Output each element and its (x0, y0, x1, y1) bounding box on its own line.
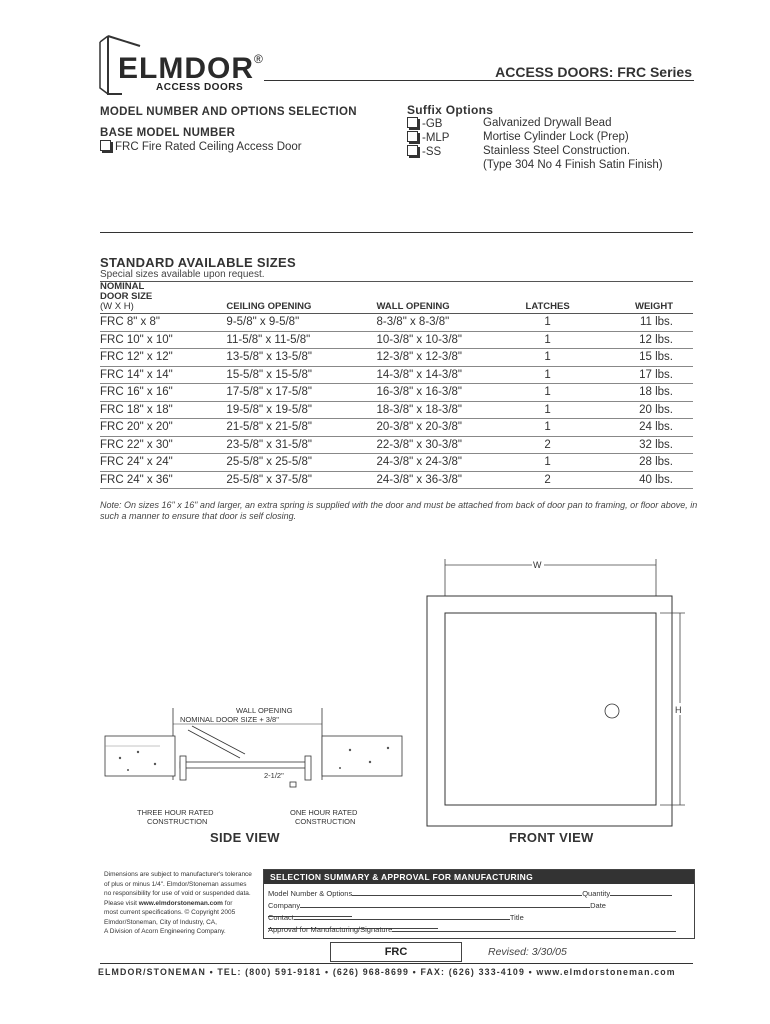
cell-nominal: FRC 8" x 8" (100, 314, 226, 332)
cell-ceiling: 19-5/8" x 19-5/8" (226, 401, 376, 419)
cell-wall: 20-3/8" x 20-3/8" (376, 419, 508, 437)
cell-weight: 18 lbs. (587, 384, 693, 402)
footer-contact: ELMDOR/STONEMAN • TEL: (800) 591-9181 • (626) 968-8699 • FAX: (626) 333-4109 • www.elmdorstoneman.com (98, 967, 676, 977)
suffix-desc: Mortise Cylinder Lock (Prep) (483, 131, 629, 143)
cell-nominal: FRC 16" x 16" (100, 384, 226, 402)
cell-latches: 2 (509, 436, 587, 454)
checkbox-icon[interactable] (407, 117, 418, 128)
selection-heading: SELECTION SUMMARY & APPROVAL FOR MANUFACTURING (264, 870, 694, 884)
cell-ceiling: 23-5/8" x 31-5/8" (226, 436, 376, 454)
suffix-option-ss[interactable] (407, 145, 441, 158)
side-view-drawing (100, 700, 410, 830)
cell-latches: 2 (509, 471, 587, 489)
checkbox-icon[interactable] (407, 145, 418, 156)
table-row (100, 419, 693, 437)
cell-wall: 14-3/8" x 14-3/8" (376, 366, 508, 384)
cell-latches: 1 (509, 314, 587, 332)
logo-name: ELMDOR (118, 52, 254, 85)
sizes-note: Note: On sizes 16" x 16" and larger, an extra spring is supplied with the door and must be attached from back of door pan to framing, or floor above, in such a manner to ensure that door is self closing. (100, 500, 698, 521)
suffix-code: -GB (422, 118, 443, 130)
col-weight: WEIGHT (587, 282, 693, 314)
table-row (100, 471, 693, 489)
cell-weight: 12 lbs. (587, 331, 693, 349)
cell-ceiling: 13-5/8" x 13-5/8" (226, 349, 376, 367)
header-divider (264, 80, 694, 81)
three-hour-label-1: THREE HOUR RATED (137, 808, 214, 817)
lock-icon (605, 704, 619, 718)
suffix-option-gb[interactable] (407, 117, 442, 130)
model-heading: MODEL NUMBER AND OPTIONS SELECTION (100, 106, 357, 118)
cell-latches: 1 (509, 384, 587, 402)
cell-wall: 18-3/8" x 18-3/8" (376, 401, 508, 419)
col-nominal: NOMINAL DOOR SIZE (W X H) (100, 282, 226, 314)
cell-latches: 1 (509, 401, 587, 419)
table-row (100, 384, 693, 402)
cell-latches: 1 (509, 454, 587, 472)
cell-weight: 15 lbs. (587, 349, 693, 367)
cell-nominal: FRC 24" x 36" (100, 471, 226, 489)
base-model-label: FRC Fire Rated Ceiling Access Door (115, 141, 302, 153)
cell-latches: 1 (509, 419, 587, 437)
front-view-drawing (420, 555, 690, 830)
table-row (100, 314, 693, 332)
cell-ceiling: 25-5/8" x 37-5/8" (226, 471, 376, 489)
col-latches: LATCHES (509, 282, 587, 314)
cell-latches: 1 (509, 331, 587, 349)
dimension-label: 2-1/2" (264, 771, 284, 780)
approval-field[interactable]: Approval for Manufacturing/Signature (268, 925, 688, 934)
cell-weight: 40 lbs. (587, 471, 693, 489)
cell-nominal: FRC 24" x 24" (100, 454, 226, 472)
selection-summary (263, 869, 695, 939)
company-field[interactable]: Company Date (268, 901, 688, 919)
cell-wall: 24-3/8" x 36-3/8" (376, 471, 508, 489)
width-label: W (533, 560, 542, 570)
cell-nominal: FRC 18" x 18" (100, 401, 226, 419)
suffix-option-mlp[interactable] (407, 131, 449, 144)
side-view-label: SIDE VIEW (210, 830, 280, 845)
checkbox-icon[interactable] (100, 140, 111, 151)
model-code-box: FRC (330, 942, 462, 962)
section-divider (100, 232, 693, 233)
cell-weight: 24 lbs. (587, 419, 693, 437)
col-wall: WALL OPENING (376, 282, 508, 314)
cell-wall: 24-3/8" x 24-3/8" (376, 454, 508, 472)
model-options-field[interactable]: Model Number & Options Quantity (268, 889, 688, 898)
logo-subtitle: ACCESS DOORS (156, 82, 244, 93)
footer-divider (100, 963, 693, 964)
front-view-label: FRONT VIEW (509, 830, 594, 845)
cell-wall: 12-3/8" x 12-3/8" (376, 349, 508, 367)
disclaimer: Dimensions are subject to manufacturer's tolerance of plus or minus 1/4". Elmdor/Stoneman assumes no responsibility for use of void or suspended data. Please visit www.elmdorstoneman.com for most current specifications. © Copyright 2005 Elmdor/Stoneman, City of Industry, CA, A Division of Acorn Engineering Company. (104, 871, 252, 935)
suffix-code: -MLP (422, 132, 450, 144)
base-model-option[interactable] (100, 140, 302, 153)
cell-ceiling: 9-5/8" x 9-5/8" (226, 314, 376, 332)
cell-latches: 1 (509, 349, 587, 367)
cell-wall: 8-3/8" x 8-3/8" (376, 314, 508, 332)
cell-weight: 11 lbs. (587, 314, 693, 332)
suffix-ss-extra: (Type 304 No 4 Finish Satin Finish) (483, 159, 663, 171)
checkbox-icon[interactable] (407, 131, 418, 142)
base-model-heading: BASE MODEL NUMBER (100, 127, 236, 139)
table-row (100, 401, 693, 419)
elmdor-logo (96, 32, 274, 98)
cell-nominal: FRC 22" x 30" (100, 436, 226, 454)
one-hour-label-1: ONE HOUR RATED (290, 808, 358, 817)
suffix-heading: Suffix Options (407, 103, 494, 117)
sizes-title: STANDARD AVAILABLE SIZES (100, 255, 296, 270)
suffix-desc: Galvanized Drywall Bead (483, 117, 612, 129)
table-row (100, 454, 693, 472)
cell-wall: 16-3/8" x 16-3/8" (376, 384, 508, 402)
cell-ceiling: 21-5/8" x 21-5/8" (226, 419, 376, 437)
cell-ceiling: 15-5/8" x 15-5/8" (226, 366, 376, 384)
col-ceiling: CEILING OPENING (226, 282, 376, 314)
contact-field[interactable]: Contact Title (268, 913, 688, 931)
logo-registered: ® (254, 52, 263, 66)
table-row (100, 366, 693, 384)
table-row (100, 349, 693, 367)
sizes-table (100, 282, 693, 489)
one-hour-label-2: CONSTRUCTION (295, 817, 356, 826)
cell-latches: 1 (509, 366, 587, 384)
suffix-code: -SS (422, 146, 442, 158)
cell-nominal: FRC 14" x 14" (100, 366, 226, 384)
cell-ceiling: 25-5/8" x 25-5/8" (226, 454, 376, 472)
wall-opening-label: WALL OPENING (236, 706, 293, 715)
table-row (100, 436, 693, 454)
revised-date: Revised: 3/30/05 (488, 946, 567, 958)
cell-weight: 32 lbs. (587, 436, 693, 454)
page-title: ACCESS DOORS: FRC Series (495, 64, 692, 80)
cell-weight: 28 lbs. (587, 454, 693, 472)
cell-weight: 17 lbs. (587, 366, 693, 384)
website-link[interactable]: www.elmdorstoneman.com (138, 899, 223, 907)
cell-nominal: FRC 10" x 10" (100, 331, 226, 349)
nominal-size-label: NOMINAL DOOR SIZE + 3/8" (180, 715, 279, 724)
height-label: H (675, 705, 682, 715)
table-header-row (100, 282, 693, 314)
cell-wall: 10-3/8" x 10-3/8" (376, 331, 508, 349)
sizes-subtitle: Special sizes available upon request. (100, 269, 265, 280)
three-hour-label-2: CONSTRUCTION (147, 817, 208, 826)
cell-wall: 22-3/8" x 30-3/8" (376, 436, 508, 454)
cell-nominal: FRC 20" x 20" (100, 419, 226, 437)
suffix-desc: Stainless Steel Construction. (483, 145, 631, 157)
cell-nominal: FRC 12" x 12" (100, 349, 226, 367)
cell-ceiling: 11-5/8" x 11-5/8" (226, 331, 376, 349)
cell-ceiling: 17-5/8" x 17-5/8" (226, 384, 376, 402)
table-row (100, 331, 693, 349)
cell-weight: 20 lbs. (587, 401, 693, 419)
